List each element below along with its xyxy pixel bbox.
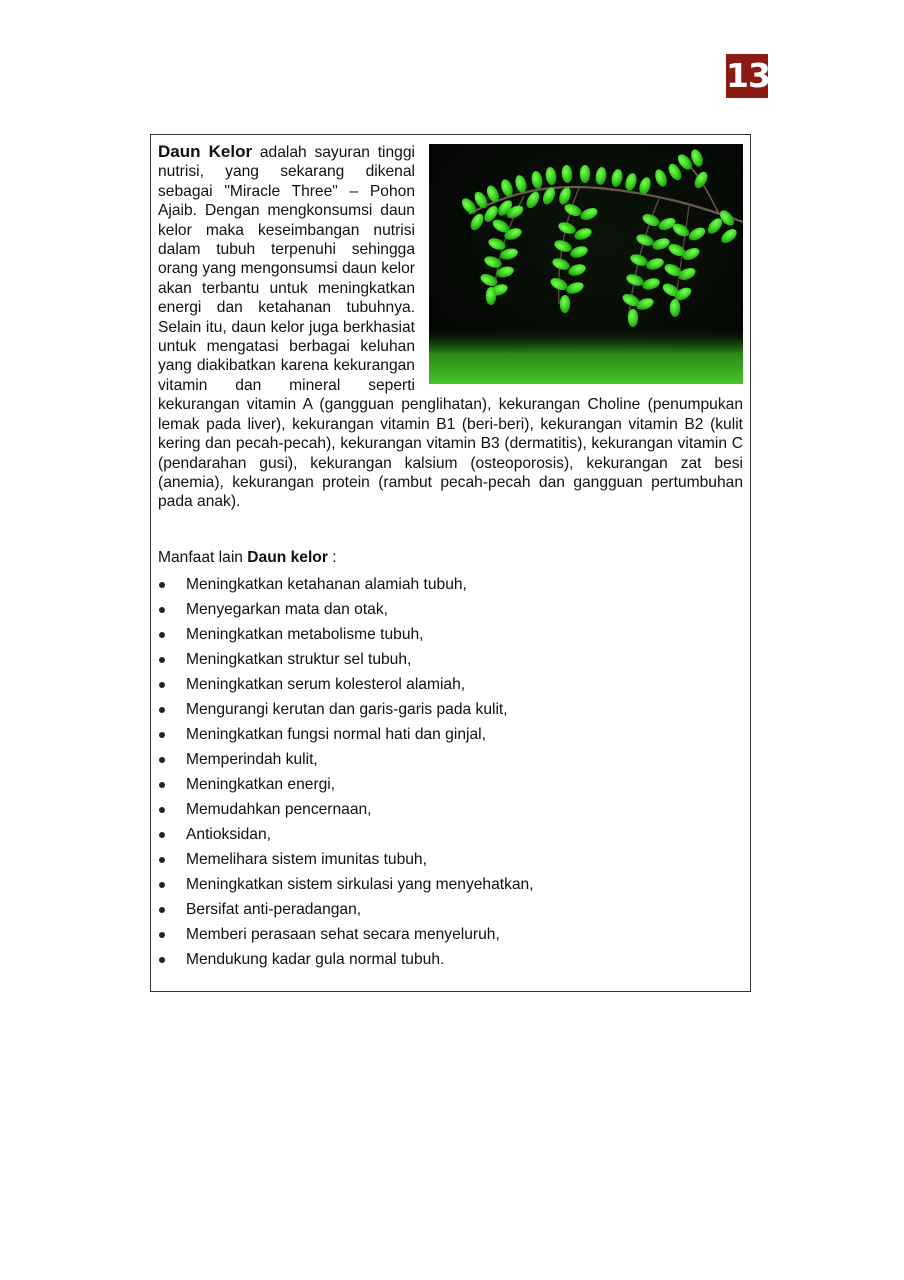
list-item [158, 847, 743, 872]
bullet-icon [159, 682, 165, 688]
bullet-icon [159, 807, 165, 813]
benefits-list [158, 572, 743, 972]
intro-text: adalah sayuran tinggi nutrisi, yang sekarang dikenal sebagai "Miracle Three" – Pohon Ajaib. Dengan mengkonsumsi daun kelor maka keseimbangan nutrisi dalam tubuh terpenuhi sehingga orang yang mengonsumsi daun kelor akan terbantu untuk meningkatkan energi dan ketahanan tubuhnya. Selain itu, daun kelor juga berkhasiat untuk mengatasi berbagai keluhan yang diakibatkan karena kekurangan vitamin dan mineral seperti kekurangan vitamin A (gangguan penglihatan), kekurangan Choline (penumpukan lemak pada liver), kekurangan vitamin B1 (beri-beri), kekurangan vitamin B2 (kulit kering dan pecah-pecah), kekurangan vitamin B3 (dermatitis), kekurangan vitamin C (pendarahan gusi), kekurangan kalsium (osteoporosis), kekurangan zat besi (anemia), kekurangan protein (rambut pecah-pecah dan gangguan pertumbuhan pada anak). [158, 144, 743, 511]
benefit-text: Meningkatkan ketahanan alamiah tubuh, [186, 576, 467, 593]
moringa-leaves-photo [429, 144, 743, 384]
intro-paragraph [158, 142, 743, 512]
list-item [158, 797, 743, 822]
benefit-text: Mendukung kadar gula normal tubuh. [186, 951, 445, 968]
benefit-text: Menyegarkan mata dan otak, [186, 601, 388, 618]
list-item [158, 897, 743, 922]
benefits-heading-suffix: : [327, 549, 337, 566]
intro-lead-bold: Daun Kelor [158, 142, 253, 161]
list-item [158, 722, 743, 747]
bullet-icon [159, 857, 165, 863]
benefit-text: Mengurangi kerutan dan garis-garis pada kulit, [186, 701, 508, 718]
bullet-icon [159, 907, 165, 913]
list-item [158, 597, 743, 622]
bullet-icon [159, 707, 165, 713]
benefit-text: Meningkatkan energi, [186, 776, 336, 793]
benefit-text: Meningkatkan serum kolesterol alamiah, [186, 676, 466, 693]
list-item [158, 872, 743, 897]
benefits-heading-prefix: Manfaat lain [158, 549, 248, 566]
bullet-icon [159, 732, 165, 738]
bullet-icon [159, 832, 165, 838]
list-item [158, 747, 743, 772]
page-number: 13 [726, 54, 768, 98]
list-item [158, 772, 743, 797]
bullet-icon [159, 632, 165, 638]
benefit-text: Memperindah kulit, [186, 751, 318, 768]
bullet-icon [159, 782, 165, 788]
list-item [158, 572, 743, 597]
list-item [158, 647, 743, 672]
benefit-text: Meningkatkan fungsi normal hati dan ginjal, [186, 726, 486, 743]
benefit-text: Antioksidan, [186, 826, 271, 843]
list-item [158, 922, 743, 947]
benefit-text: Memberi perasaan sehat secara menyeluruh, [186, 926, 500, 943]
benefits-heading [158, 548, 337, 568]
benefits-heading-bold: Daun kelor [247, 549, 328, 566]
benefit-text: Meningkatkan struktur sel tubuh, [186, 651, 412, 668]
bullet-icon [159, 932, 165, 938]
benefit-text: Meningkatkan metabolisme tubuh, [186, 626, 424, 643]
list-item [158, 697, 743, 722]
bullet-icon [159, 582, 165, 588]
benefit-text: Meningkatkan sistem sirkulasi yang menyehatkan, [186, 876, 534, 893]
bullet-icon [159, 957, 165, 963]
bullet-icon [159, 657, 165, 663]
list-item [158, 672, 743, 697]
list-item [158, 947, 743, 972]
list-item [158, 622, 743, 647]
list-item [158, 822, 743, 847]
benefit-text: Bersifat anti-peradangan, [186, 901, 362, 918]
benefit-text: Memudahkan pencernaan, [186, 801, 372, 818]
benefit-text: Memelihara sistem imunitas tubuh, [186, 851, 427, 868]
bullet-icon [159, 757, 165, 763]
bullet-icon [159, 882, 165, 888]
bullet-icon [159, 607, 165, 613]
